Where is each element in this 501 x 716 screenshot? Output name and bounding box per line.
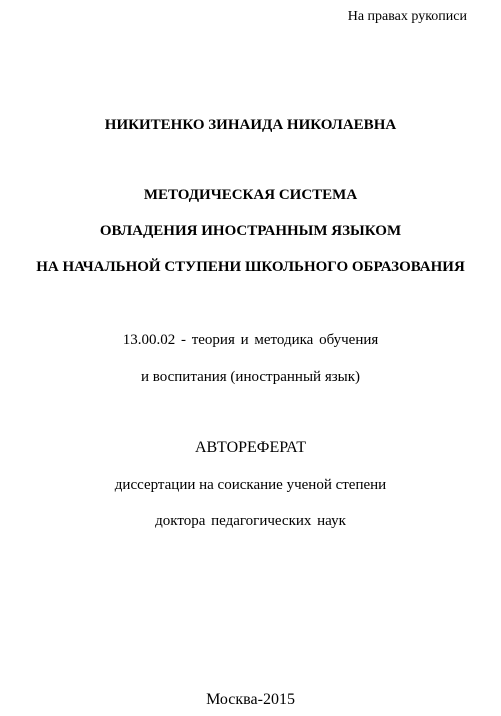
rights-note: На правах рукописи [347, 9, 467, 24]
degree-line-2: доктора педагогических наук [155, 513, 346, 529]
specialty-line-1: 13.00.02 - теория и методика обучения [122, 332, 379, 348]
author-name: НИКИТЕНКО ЗИНАИДА НИКОЛАЕВНА [104, 117, 397, 133]
place-year: Москва-2015 [206, 691, 295, 708]
title-line-1: МЕТОДИЧЕСКАЯ СИСТЕМА [143, 187, 358, 203]
title-line-2: ОВЛАДЕНИЯ ИНОСТРАННЫМ ЯЗЫКОМ [99, 223, 402, 239]
document-type: АВТОРЕФЕРАТ [195, 439, 306, 456]
title-line-3: НА НАЧАЛЬНОЙ СТУПЕНИ ШКОЛЬНОГО ОБРАЗОВАНИЯ [36, 259, 465, 275]
degree-line-1: диссертации на соискание ученой степени [114, 477, 387, 493]
specialty-line-2: и воспитания (иностранный язык) [140, 369, 361, 385]
